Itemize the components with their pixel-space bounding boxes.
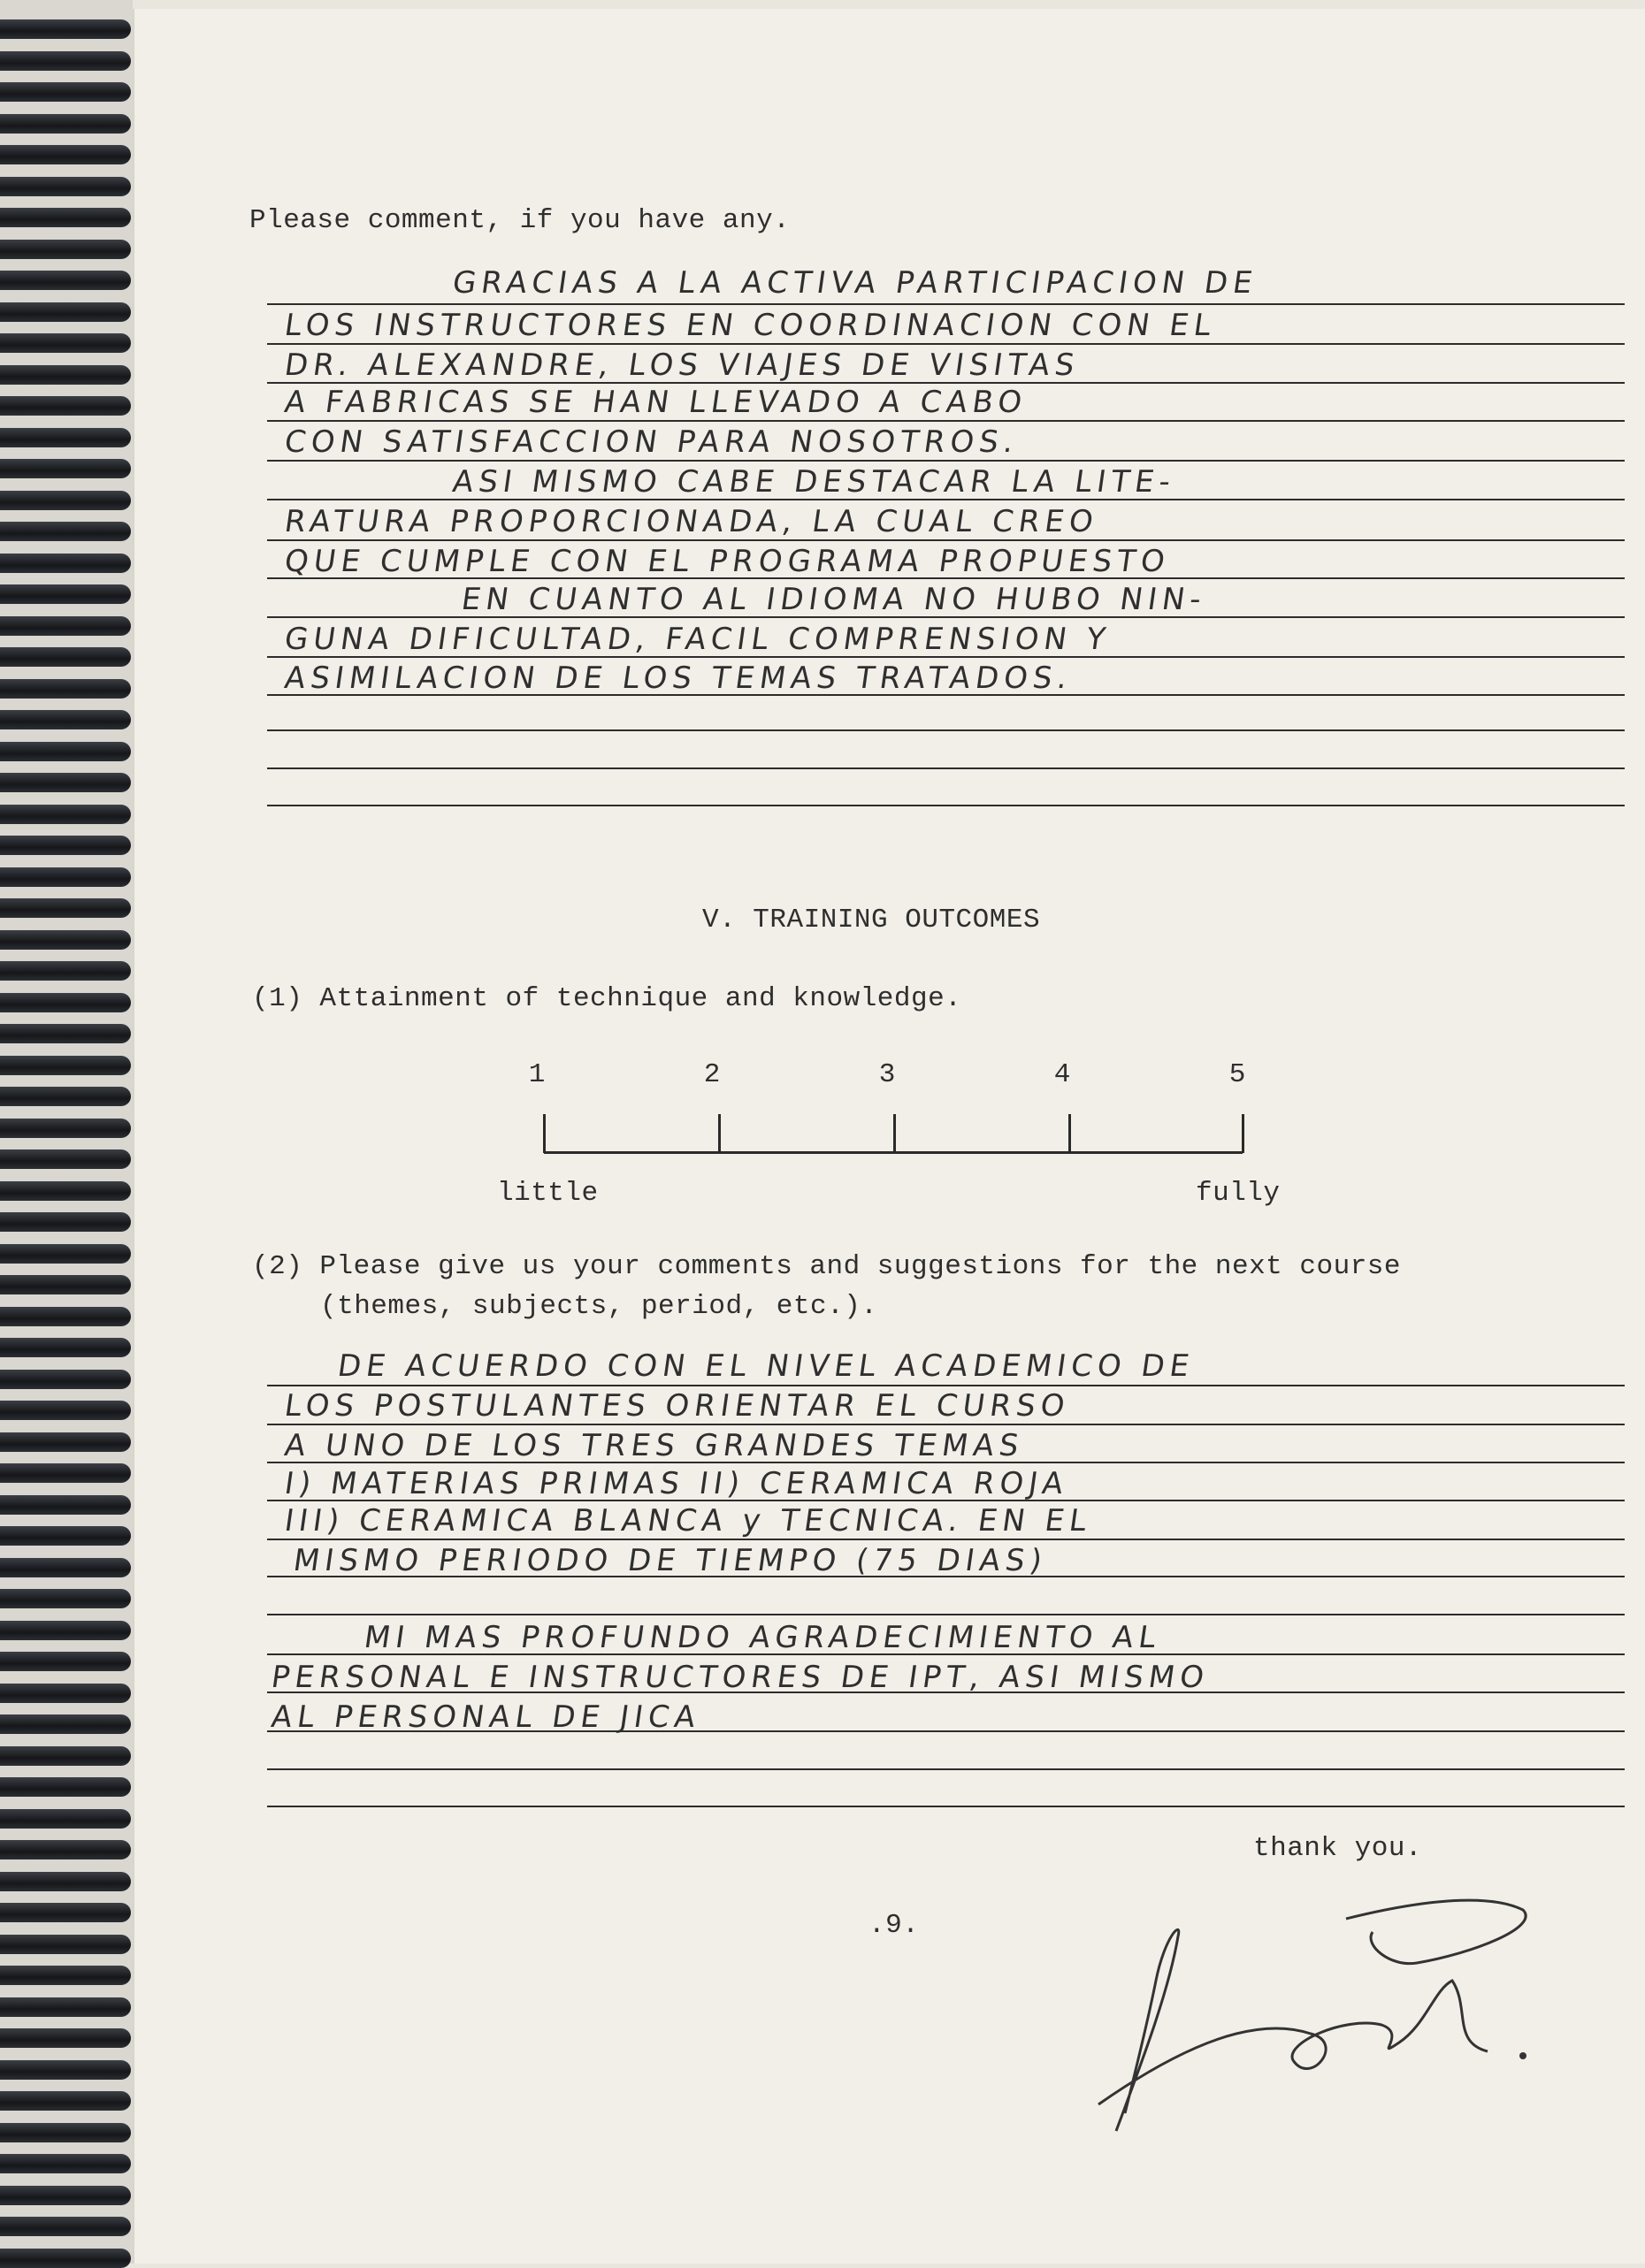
- ruled-line: [267, 1730, 1625, 1732]
- comment-line: RATURA PROPORCIONADA, LA CUAL CREO: [282, 504, 1101, 539]
- ruled-line: [267, 694, 1625, 696]
- binding-ring: [0, 742, 131, 761]
- question-2-line2: (themes, subjects, period, etc.).: [320, 1291, 878, 1322]
- ruled-line: [267, 805, 1625, 806]
- binding-ring: [0, 208, 131, 227]
- ruled-line: [267, 1500, 1625, 1501]
- binding-ring: [0, 930, 131, 950]
- scale-tick: [718, 1114, 721, 1153]
- ruled-line: [267, 460, 1625, 462]
- comment-prompt: Please comment, if you have any.: [249, 205, 791, 236]
- binding-ring: [0, 177, 131, 196]
- binding-ring: [0, 396, 131, 416]
- binding-ring: [0, 1275, 131, 1294]
- suggestion-line: III) CERAMICA BLANCA y TECNICA. EN EL: [282, 1503, 1094, 1539]
- binding-ring: [0, 240, 131, 259]
- binding-ring: [0, 1526, 131, 1546]
- binding-ring: [0, 145, 131, 164]
- binding-ring: [0, 302, 131, 322]
- suggestion-line: A UNO DE LOS TRES GRANDES TEMAS: [282, 1428, 1027, 1463]
- binding-ring: [0, 805, 131, 824]
- binding-ring: [0, 1997, 131, 2017]
- ruled-line: [267, 1462, 1625, 1463]
- ruled-line: [267, 343, 1625, 345]
- binding-ring: [0, 491, 131, 510]
- binding-ring: [0, 1935, 131, 1954]
- binding-ring: [0, 898, 131, 918]
- comment-line: QUE CUMPLE CON EL PROGRAMA PROPUESTO: [282, 544, 1173, 579]
- comment-line: A FABRICAS SE HAN LLEVADO A CABO: [282, 385, 1029, 420]
- question-1: (1) Attainment of technique and knowledge.: [252, 983, 962, 1014]
- questionnaire-page: [133, 9, 1645, 2264]
- binding-ring: [0, 365, 131, 385]
- scale-number-5: 5: [1228, 1059, 1246, 1090]
- scale-number-3: 3: [878, 1059, 896, 1090]
- ruled-line: [267, 420, 1625, 422]
- ruled-line: [267, 382, 1625, 384]
- ruled-line: [267, 767, 1625, 769]
- comment-line: DR. ALEXANDRE, LOS VIAJES DE VISITAS: [282, 347, 1083, 383]
- binding-ring: [0, 1307, 131, 1326]
- binding-ring: [0, 1212, 131, 1232]
- binding-ring: [0, 1401, 131, 1420]
- section-title: V. TRAINING OUTCOMES: [702, 905, 1041, 935]
- ruled-line: [267, 1768, 1625, 1770]
- binding-ring: [0, 647, 131, 667]
- ruled-line: [267, 303, 1625, 305]
- binding-ring: [0, 1746, 131, 1766]
- ruled-line: [267, 1424, 1625, 1425]
- binding-ring: [0, 51, 131, 71]
- scale-tick: [1242, 1114, 1244, 1153]
- ruled-line: [267, 1691, 1625, 1693]
- ruled-line: [267, 1385, 1625, 1386]
- binding-ring: [0, 2217, 131, 2236]
- binding-ring: [0, 1684, 131, 1703]
- binding-ring: [0, 961, 131, 981]
- binding-ring: [0, 1087, 131, 1106]
- comment-line: GRACIAS A LA ACTIVA PARTICIPACION DE: [450, 265, 1260, 301]
- binding-ring: [0, 993, 131, 1012]
- binding-ring: [0, 1149, 131, 1169]
- ruled-line: [267, 656, 1625, 658]
- thank-you: thank you.: [1253, 1833, 1423, 1864]
- suggestion-line: I) MATERIAS PRIMAS II) CERAMICA ROJA: [282, 1466, 1071, 1501]
- binding-ring: [0, 554, 131, 573]
- binding-ring: [0, 2186, 131, 2205]
- binding-ring: [0, 1558, 131, 1577]
- ruled-line: [267, 577, 1625, 579]
- binding-ring: [0, 459, 131, 478]
- binding-ring: [0, 1809, 131, 1829]
- binding-ring: [0, 1777, 131, 1797]
- binding-ring: [0, 2249, 131, 2268]
- suggestion-line: MI MAS PROFUNDO AGRADECIMIENTO AL: [362, 1620, 1164, 1655]
- comment-line: CON SATISFACCION PARA NOSOTROS.: [282, 424, 1021, 460]
- binding-ring: [0, 1338, 131, 1357]
- comment-line: ASIMILACION DE LOS TEMAS TRATADOS.: [282, 661, 1075, 696]
- binding-ring: [0, 2154, 131, 2173]
- suggestion-line: MISMO PERIODO DE TIEMPO (75 DIAS): [291, 1543, 1050, 1578]
- comment-line: LOS INSTRUCTORES EN COORDINACION CON EL: [282, 308, 1219, 343]
- binding-ring: [0, 679, 131, 699]
- binding-ring: [0, 2123, 131, 2142]
- page-number: .9.: [868, 1910, 920, 1941]
- binding-ring: [0, 1966, 131, 1985]
- binding-ring: [0, 82, 131, 102]
- scale-number-4: 4: [1053, 1059, 1071, 1090]
- ruled-line: [267, 539, 1625, 541]
- signature: [1081, 1883, 1541, 2149]
- binding-ring: [0, 2091, 131, 2111]
- binding-ring: [0, 1119, 131, 1138]
- scale-number-1: 1: [528, 1059, 546, 1090]
- ruled-line: [267, 1539, 1625, 1540]
- ruled-line: [267, 1806, 1625, 1807]
- binding-ring: [0, 1621, 131, 1640]
- binding-ring: [0, 1056, 131, 1075]
- ruled-line: [267, 1576, 1625, 1577]
- scale-number-2: 2: [703, 1059, 721, 1090]
- binding-ring: [0, 710, 131, 729]
- binding-ring: [0, 1589, 131, 1608]
- suggestion-line: AL PERSONAL DE JICA: [269, 1699, 703, 1735]
- binding-ring: [0, 1652, 131, 1671]
- ruled-line: [267, 1653, 1625, 1655]
- binding-ring: [0, 522, 131, 541]
- binding-ring: [0, 584, 131, 604]
- binding-ring: [0, 1463, 131, 1483]
- binding-ring: [0, 1495, 131, 1515]
- binding-ring: [0, 1872, 131, 1891]
- suggestion-line: LOS POSTULANTES ORIENTAR EL CURSO: [282, 1388, 1073, 1424]
- binding-ring: [0, 2028, 131, 2048]
- binding-ring: [0, 1903, 131, 1922]
- binding-ring: [0, 773, 131, 792]
- binding-ring: [0, 1181, 131, 1201]
- comment-line: EN CUANTO AL IDIOMA NO HUBO NIN-: [459, 582, 1209, 617]
- scale-tick: [543, 1114, 546, 1153]
- binding-ring: [0, 616, 131, 636]
- suggestion-line: PERSONAL E INSTRUCTORES DE IPT, ASI MISMO: [269, 1660, 1212, 1695]
- binding-ring: [0, 333, 131, 353]
- binding-ring: [0, 1432, 131, 1452]
- scale-tick: [893, 1114, 896, 1153]
- scale-high-label: fully: [1196, 1178, 1281, 1209]
- binding-ring: [0, 867, 131, 887]
- spiral-binding: [0, 0, 133, 2264]
- binding-ring: [0, 1244, 131, 1264]
- binding-ring: [0, 19, 131, 39]
- ruled-line: [267, 1614, 1625, 1615]
- ruled-line: [267, 729, 1625, 731]
- suggestion-line: DE ACUERDO CON EL NIVEL ACADEMICO DE: [335, 1348, 1197, 1384]
- binding-ring: [0, 2060, 131, 2080]
- scale-tick: [1068, 1114, 1071, 1153]
- ruled-line: [267, 616, 1625, 618]
- binding-ring: [0, 1370, 131, 1389]
- binding-ring: [0, 1840, 131, 1859]
- binding-ring: [0, 428, 131, 447]
- comment-line: GUNA DIFICULTAD, FACIL COMPRENSION Y: [282, 622, 1113, 657]
- binding-ring: [0, 114, 131, 134]
- binding-ring: [0, 1024, 131, 1043]
- comment-line: ASI MISMO CABE DESTACAR LA LITE-: [450, 464, 1178, 500]
- ruled-line: [267, 499, 1625, 500]
- binding-ring: [0, 836, 131, 855]
- binding-ring: [0, 1714, 131, 1734]
- scale-low-label: little: [497, 1178, 599, 1209]
- binding-ring: [0, 271, 131, 290]
- question-2-line1: (2) Please give us your comments and suggestions for the next course: [252, 1251, 1402, 1282]
